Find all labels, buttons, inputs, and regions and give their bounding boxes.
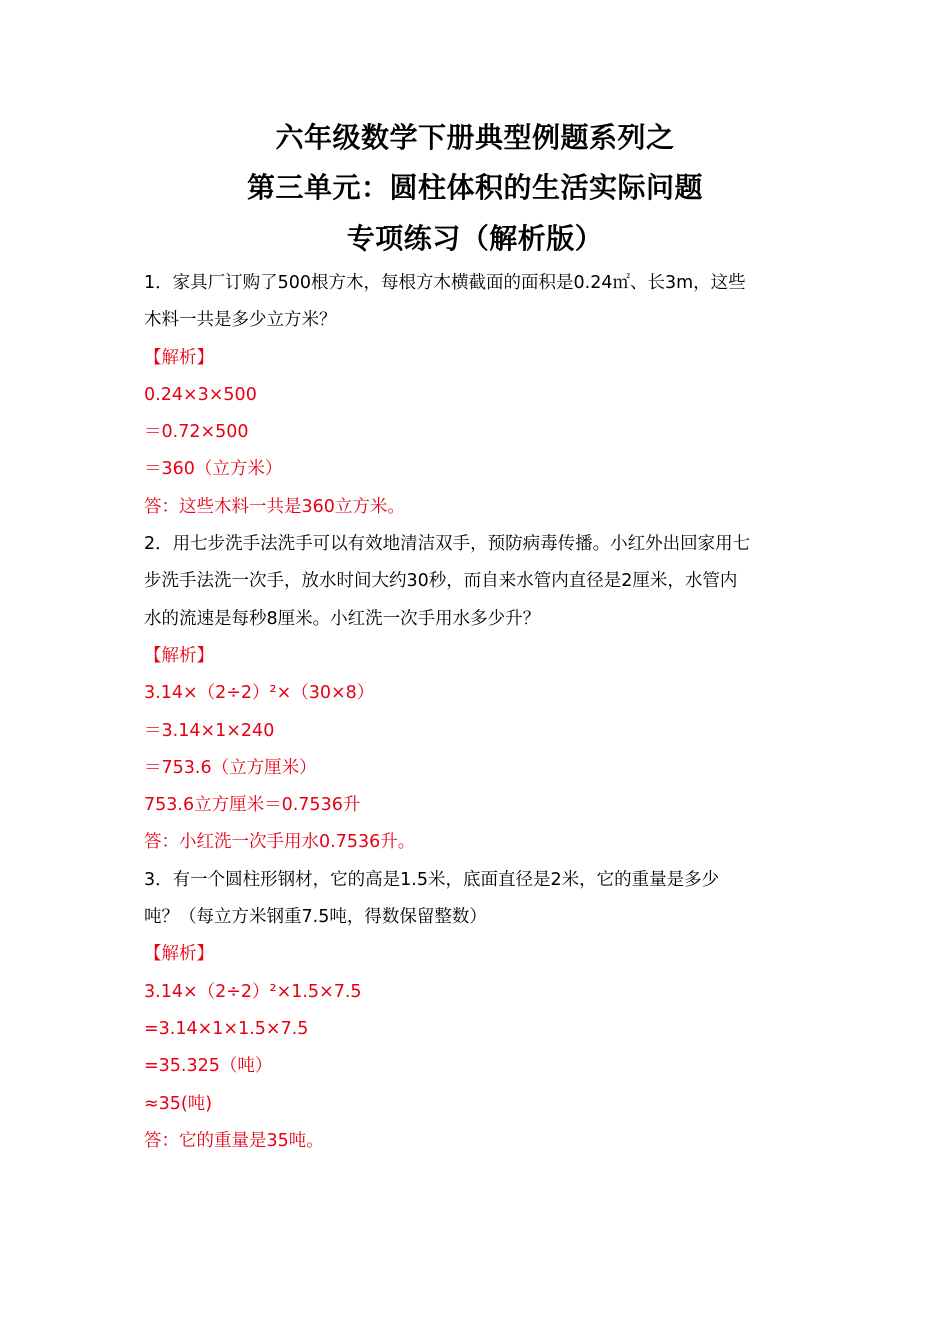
analysis-line: ≈35(吨) — [144, 1093, 213, 1114]
question-line: 吨？（每立方米钢重7.5吨，得数保留整数） — [144, 907, 487, 928]
answer-line: 答：它的重量是35吨。 — [144, 1130, 324, 1151]
analysis-line: ＝360（立方米） — [144, 459, 283, 480]
problem-1 — [144, 265, 814, 526]
answer-line: 答：这些木料一共是360立方米。 — [144, 496, 405, 517]
question-line: 2．用七步洗手法洗手可以有效地清洁双手，预防病毒传播。小红外出回家用七 — [144, 534, 751, 555]
document-title-line-3: 专项练习（解析版） — [346, 222, 604, 255]
analysis-line: ＝753.6（立方厘米） — [144, 757, 317, 778]
question-line: 步洗手法洗一次手，放水时间大约30秒，而自来水管内直径是2厘米，水管内 — [144, 571, 738, 592]
analysis-line: 3.14×（2÷2）²×1.5×7.5 — [144, 981, 362, 1002]
question-line: 1．家具厂订购了500根方木，每根方木横截面的面积是0.24㎡、长3m，这些 — [144, 273, 746, 293]
analysis-heading: 【解析】 — [144, 645, 214, 666]
analysis-heading: 【解析】 — [144, 944, 214, 965]
analysis-line: ＝0.72×500 — [144, 422, 249, 443]
question-line: 水的流速是每秒8厘米。小红洗一次手用水多少升？ — [144, 608, 541, 629]
problem-list — [144, 265, 814, 1160]
answer-line: 答：小红洗一次手用水0.7536升。 — [144, 832, 416, 853]
analysis-line: 753.6立方厘米＝0.7536升 — [144, 795, 361, 816]
analysis-line: =3.14×1×1.5×7.5 — [144, 1018, 309, 1039]
analysis-line: 3.14×（2÷2）²×（30×8） — [144, 683, 375, 704]
document-title-line-1: 六年级数学下册典型例题系列之 — [275, 121, 675, 154]
analysis-line: =35.325（吨） — [144, 1056, 273, 1077]
analysis-line: 0.24×3×500 — [144, 384, 257, 405]
analysis-line: ＝3.14×1×240 — [144, 720, 275, 741]
problem-2 — [144, 526, 814, 862]
analysis-heading: 【解析】 — [144, 347, 214, 368]
question-line: 3．有一个圆柱形钢材，它的高是1.5米，底面直径是2米，它的重量是多少 — [144, 869, 720, 890]
document-title-line-2: 第三单元：圆柱体积的生活实际问题 — [246, 171, 703, 204]
question-line: 木料一共是多少立方米？ — [144, 310, 337, 331]
problem-3 — [144, 862, 814, 1160]
